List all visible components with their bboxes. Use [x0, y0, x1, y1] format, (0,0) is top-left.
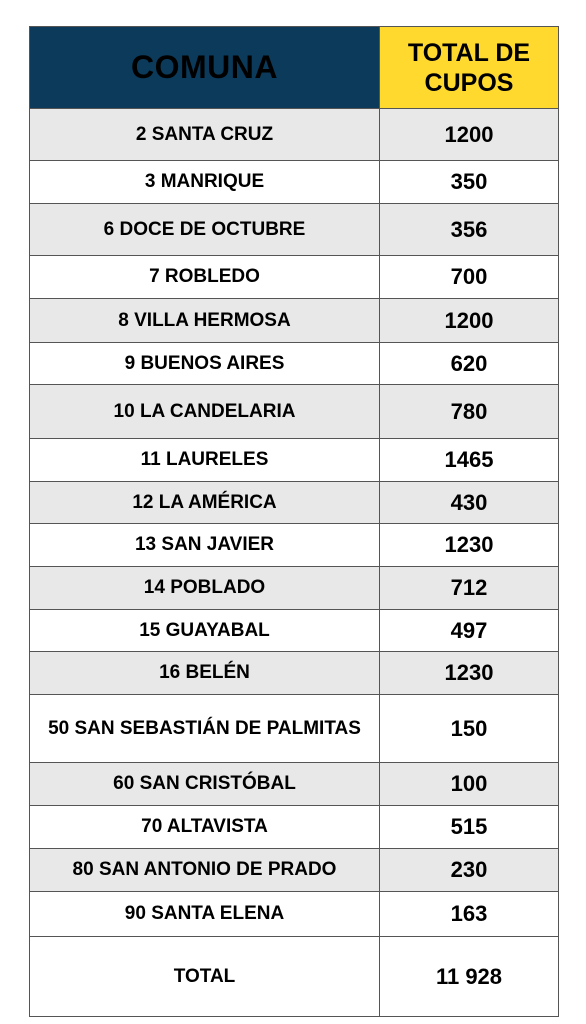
comuna-cell: 8 VILLA HERMOSA	[30, 299, 380, 343]
comuna-cell: 3 MANRIQUE	[30, 161, 380, 204]
table-row	[30, 439, 559, 482]
cupos-cell: 700	[380, 256, 559, 299]
cupos-cell: 230	[380, 849, 559, 892]
cupos-cell: 356	[380, 204, 559, 256]
comuna-cell: 7 ROBLEDO	[30, 256, 380, 299]
table-row	[30, 299, 559, 343]
comuna-cell: 70 ALTAVISTA	[30, 806, 380, 849]
cupos-cell: 1230	[380, 652, 559, 695]
cupos-cell: 163	[380, 892, 559, 937]
table-row	[30, 892, 559, 937]
total-row	[30, 937, 559, 1017]
cupos-cell: 620	[380, 343, 559, 385]
table-row	[30, 524, 559, 567]
comuna-cell: 80 SAN ANTONIO DE PRADO	[30, 849, 380, 892]
table-row	[30, 695, 559, 763]
comuna-cell: 16 BELÉN	[30, 652, 380, 695]
table-row	[30, 849, 559, 892]
cupos-cell: 515	[380, 806, 559, 849]
header-comuna: COMUNA	[30, 27, 380, 109]
total-value: 11 928	[380, 937, 559, 1017]
cupos-cell: 712	[380, 567, 559, 610]
table-row	[30, 763, 559, 806]
table-row	[30, 385, 559, 439]
cupos-cell: 1200	[380, 299, 559, 343]
comuna-cell: 11 LAURELES	[30, 439, 380, 482]
cupos-cell: 150	[380, 695, 559, 763]
cupos-cell: 497	[380, 610, 559, 652]
table-row	[30, 161, 559, 204]
cupos-table	[29, 26, 559, 1017]
comuna-cell: 60 SAN CRISTÓBAL	[30, 763, 380, 806]
table-row	[30, 482, 559, 524]
table-header-row	[30, 27, 559, 109]
comuna-cell: 50 SAN SEBASTIÁN DE PALMITAS	[30, 695, 380, 763]
cupos-cell: 1230	[380, 524, 559, 567]
table-row	[30, 204, 559, 256]
cupos-cell: 780	[380, 385, 559, 439]
table-row	[30, 567, 559, 610]
table-row	[30, 343, 559, 385]
cupos-cell: 1465	[380, 439, 559, 482]
table-row	[30, 610, 559, 652]
table-row	[30, 109, 559, 161]
table-row	[30, 652, 559, 695]
comuna-cell: 2 SANTA CRUZ	[30, 109, 380, 161]
comuna-cell: 15 GUAYABAL	[30, 610, 380, 652]
cupos-cell: 100	[380, 763, 559, 806]
cupos-cell: 430	[380, 482, 559, 524]
cupos-cell: 1200	[380, 109, 559, 161]
total-label: TOTAL	[30, 937, 380, 1017]
comuna-cell: 10 LA CANDELARIA	[30, 385, 380, 439]
comuna-cell: 12 LA AMÉRICA	[30, 482, 380, 524]
table-row	[30, 806, 559, 849]
comuna-cell: 14 POBLADO	[30, 567, 380, 610]
comuna-cell: 9 BUENOS AIRES	[30, 343, 380, 385]
table-row	[30, 256, 559, 299]
header-total-de-cupos: TOTAL DE CUPOS	[380, 27, 559, 109]
comuna-cell: 90 SANTA ELENA	[30, 892, 380, 937]
cupos-cell: 350	[380, 161, 559, 204]
comuna-cell: 6 DOCE DE OCTUBRE	[30, 204, 380, 256]
comuna-cell: 13 SAN JAVIER	[30, 524, 380, 567]
